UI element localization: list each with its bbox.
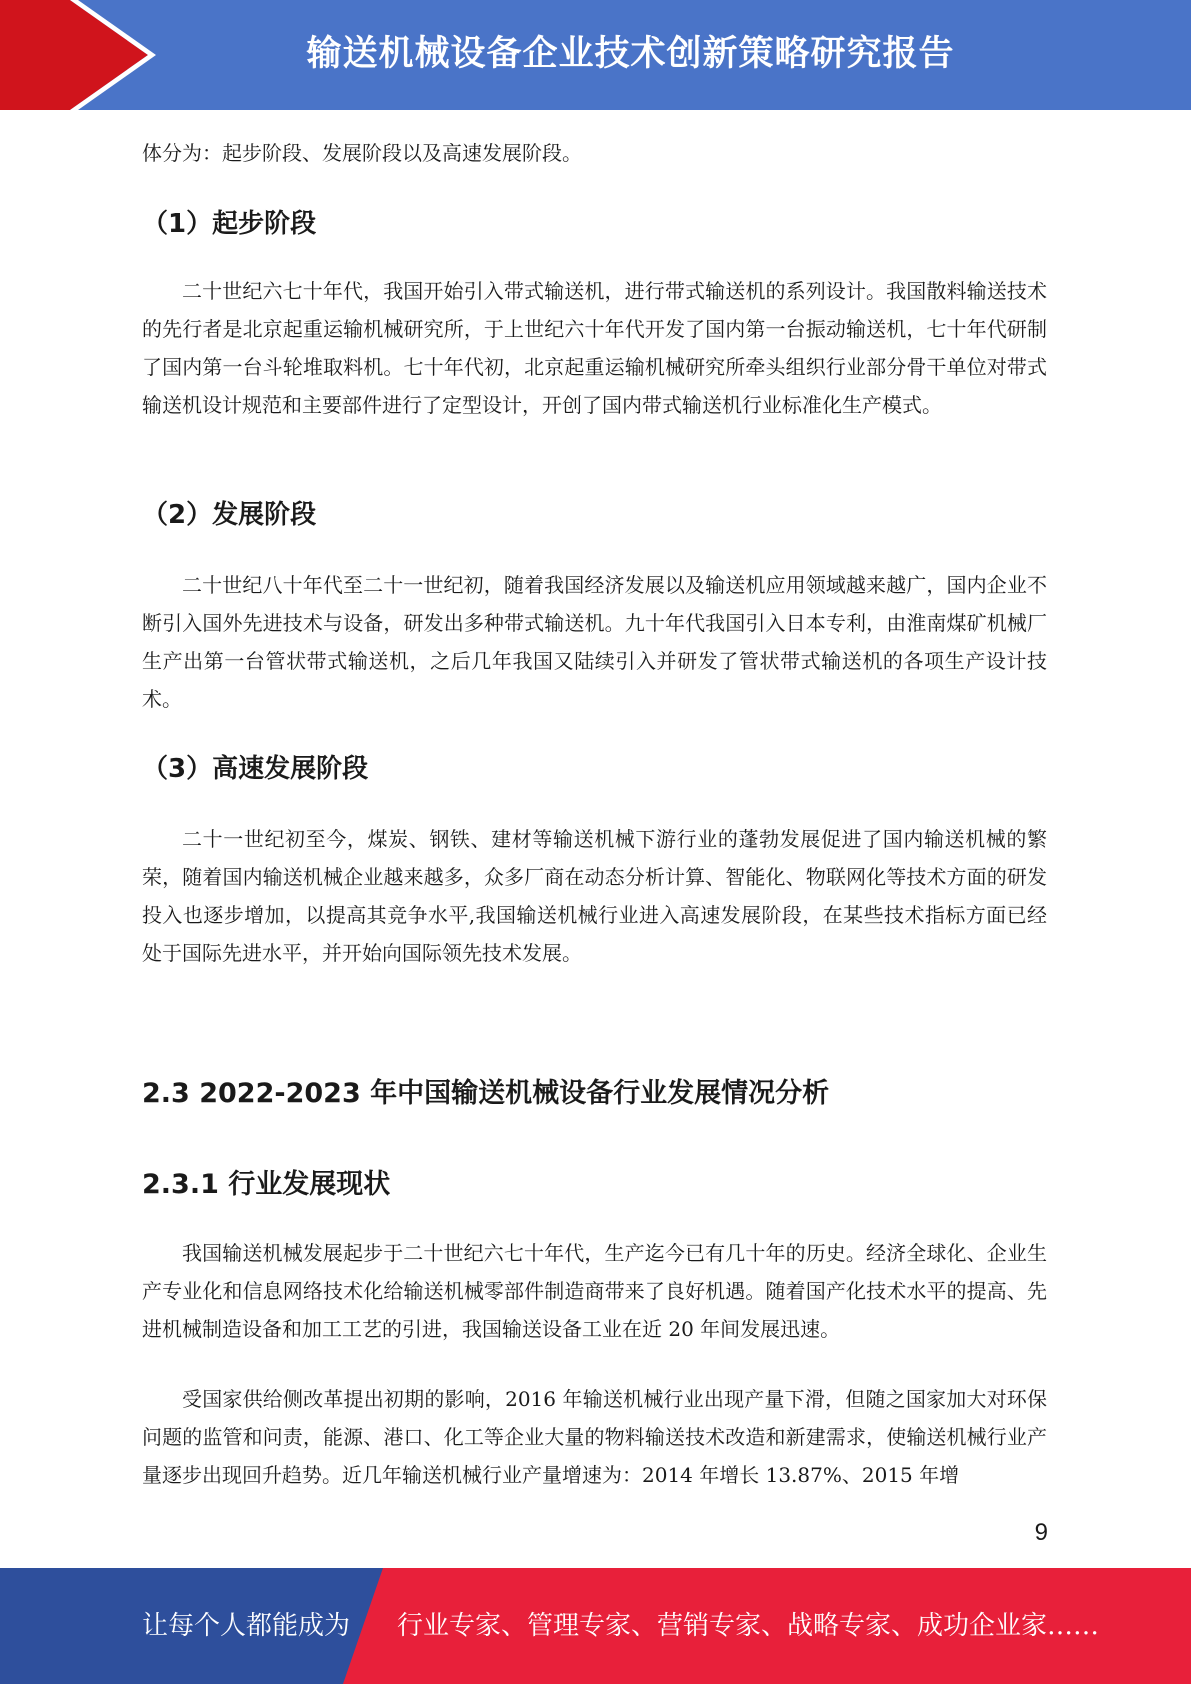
footer-slogan-right: 行业专家、管理专家、营销专家、战略专家、成功企业家…… [397,1611,1100,1641]
header-chevron-decoration [0,0,160,110]
section-2-3-heading: 2.3 2022-2023 年中国输送机械设备行业发展情况分析 [142,1078,830,1109]
section-2-3-1-paragraph-1: 我国输送机械发展起步于二十世纪六七十年代，生产迄今已有几十年的历史。经济全球化、企业生产专业化和信息网络技术化给输送机械零部件制造商带来了良好机遇。随着国产化技术水平的提高、先进机械制造设备和加工工艺的引进，我国输送设备工业在近 20 年间发展迅速。 [142,1241,1047,1341]
page-number: 9 [1034,1519,1048,1546]
report-title: 输送机械设备企业技术创新策略研究报告 [306,34,955,74]
stage3-heading: （3）高速发展阶段 [142,754,369,784]
intro-line: 体分为：起步阶段、发展阶段以及高速发展阶段。 [142,141,582,165]
section-2-3-1-paragraph-2: 受国家供给侧改革提出初期的影响，2016 年输送机械行业出现产量下滑，但随之国家加大对环保问题的监管和问责，能源、港口、化工等企业大量的物料输送技术改造和新建需求，使输送机械行业产量逐步出现回升趋势。近几年输送机械行业产量增速为：2014 年增长 13.87%、2015 年增 [142,1387,1047,1487]
stage2-paragraph: 二十世纪八十年代至二十一世纪初，随着我国经济发展以及输送机应用领域越来越广，国内企业不断引入国外先进技术与设备，研发出多种带式输送机。九十年代我国引入日本专利，由淮南煤矿机械厂生产出第一台管状带式输送机，之后几年我国又陆续引入并研发了管状带式输送机的各项生产设计技术。 [142,573,1047,711]
page-header [0,0,1191,110]
footer-slogan-left: 让每个人都能成为 [142,1611,351,1641]
stage3-paragraph: 二十一世纪初至今，煤炭、钢铁、建材等输送机械下游行业的蓬勃发展促进了国内输送机械的繁荣，随着国内输送机械企业越来越多，众多厂商在动态分析计算、智能化、物联网化等技术方面的研发投入也逐步增加，以提高其竞争水平,我国输送机械行业进入高速发展阶段，在某些技术指标方面已经处于国际先进水平，并开始向国际领先技术发展。 [142,827,1047,965]
stage2-heading: （2）发展阶段 [142,500,317,530]
stage1-paragraph: 二十世纪六七十年代，我国开始引入带式输送机，进行带式输送机的系列设计。我国散料输送技术的先行者是北京起重运输机械研究所，于上世纪六十年代开发了国内第一台振动输送机，七十年代研制了国内第一台斗轮堆取料机。七十年代初，北京起重运输机械研究所牵头组织行业部分骨干单位对带式输送机设计规范和主要部件进行了定型设计，开创了国内带式输送机行业标准化生产模式。 [142,279,1047,417]
page-footer [0,1568,1191,1684]
stage1-heading: （1）起步阶段 [142,209,317,239]
section-2-3-1-heading: 2.3.1 行业发展现状 [142,1169,391,1200]
